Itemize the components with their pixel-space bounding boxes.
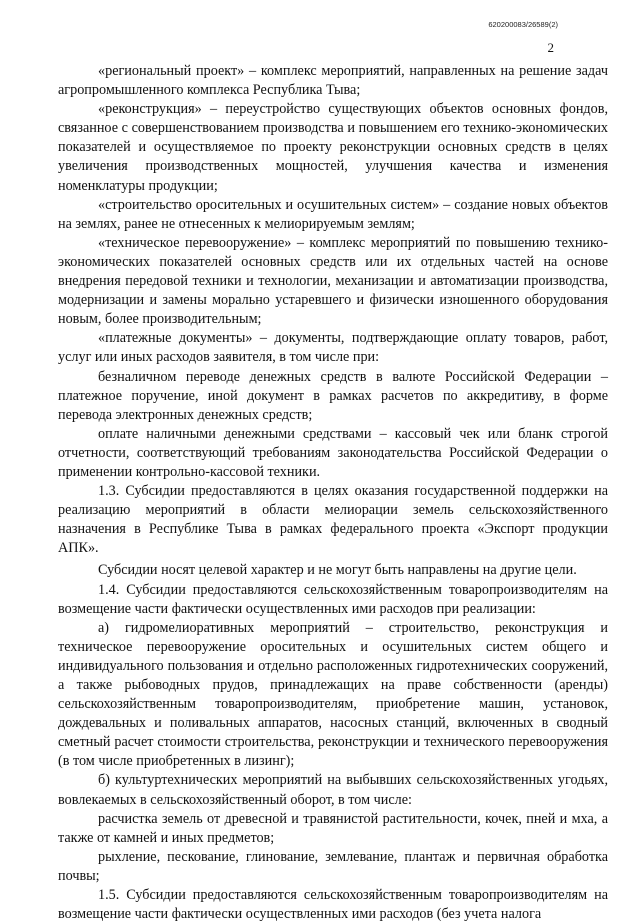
page-number: 2	[547, 40, 554, 55]
paragraph: б) культуртехнических мероприятий на выбывших сельскохозяйственных угодьях, вовлекаемых в сельскохозяйственный оборот, в том числе:	[58, 772, 608, 808]
paragraph: «региональный проект» – комплекс мероприятий, направленных на решение задач агропромышленного комплекса Республика Тыва;	[58, 63, 608, 99]
paragraph: оплате наличными денежными средствами – кассовый чек или бланк строгой отчетности, соответствующий требованиям законодательства Российской Федерации о применении контрольно-кассовой техники.	[58, 425, 608, 480]
paragraph: 1.4. Субсидии предоставляются сельскохозяйственным товаропроизводителям на возмещение части фактически осуществленных ими расходов при реализации:	[58, 581, 608, 617]
document-id: 620200083/26589(2)	[488, 20, 558, 29]
paragraph: 1.5. Субсидии предоставляются сельскохозяйственным товаропроизводителям на возмещение части фактически осуществленных ими расходов (без учета налога	[58, 887, 608, 923]
paragraph: безналичном переводе денежных средств в валюте Российской Федерации – платежное поручение, иной документ в рамках расчетов по аккредитиву, в форме перевода электронных денежных средств;	[58, 368, 608, 423]
paragraph: «реконструкция» – переустройство существующих объектов основных фондов, связанное с совершенствованием производства и повышением его технико-экономических показателей и осуществляемое по проекту реконструкции основных средств в целях увеличения производственных мощностей, улучшения качества и изменения номенклатуры продукции;	[58, 101, 608, 194]
paragraph: «техническое перевооружение» – комплекс мероприятий по повышению технико-экономических показателей основных средств или их отдельных частей на основе внедрения передовой техники и технологии, механизации и автоматизации производства, модернизации и замены морально устаревшего и физически изношенного оборудования новым, более производительным;	[58, 234, 608, 328]
body-text	[58, 62, 608, 924]
paragraph: «строительство оросительных и осушительных систем» – создание новых объектов на землях, ранее не отнесенных к мелиорируемым землям;	[58, 196, 608, 232]
paragraph: рыхление, пескование, глинование, землевание, плантаж и первичная обработка почвы;	[58, 848, 608, 884]
paragraph: расчистка земель от древесной и травянистой растительности, кочек, пней и мха, а также от камней и иных предметов;	[58, 810, 608, 846]
paragraph: 1.3. Субсидии предоставляются в целях оказания государственной поддержки на реализацию мероприятий в области мелиорации земель сельскохозяйственного назначения в Республике Тыва в рамках федерального проекта «Экспорт продукции АПК».	[58, 483, 608, 557]
paragraph: а) гидромелиоративных мероприятий – строительство, реконструкция и техническое перевооружение оросительных и осушительных систем общего и индивидуального пользования и отдельно расположенных гидротехнических сооружений, а также рыбоводных прудов, принадлежащих на праве собственности (аренды) сельскохозяйственным товаропроизводителям, приобретение машин, установок, дождевальных и поливальных аппаратов, насосных станций, включенных в сводный сметный расчет стоимости строительства, реконструкции и технического перевооружения (в том числе приобретенных в лизинг);	[58, 619, 608, 770]
paragraph: Субсидии носят целевой характер и не могут быть направлены на другие цели.	[98, 562, 577, 579]
paragraph: «платежные документы» – документы, подтверждающие оплату товаров, работ, услуг или иных расходов заявителя, в том числе при:	[58, 330, 608, 366]
